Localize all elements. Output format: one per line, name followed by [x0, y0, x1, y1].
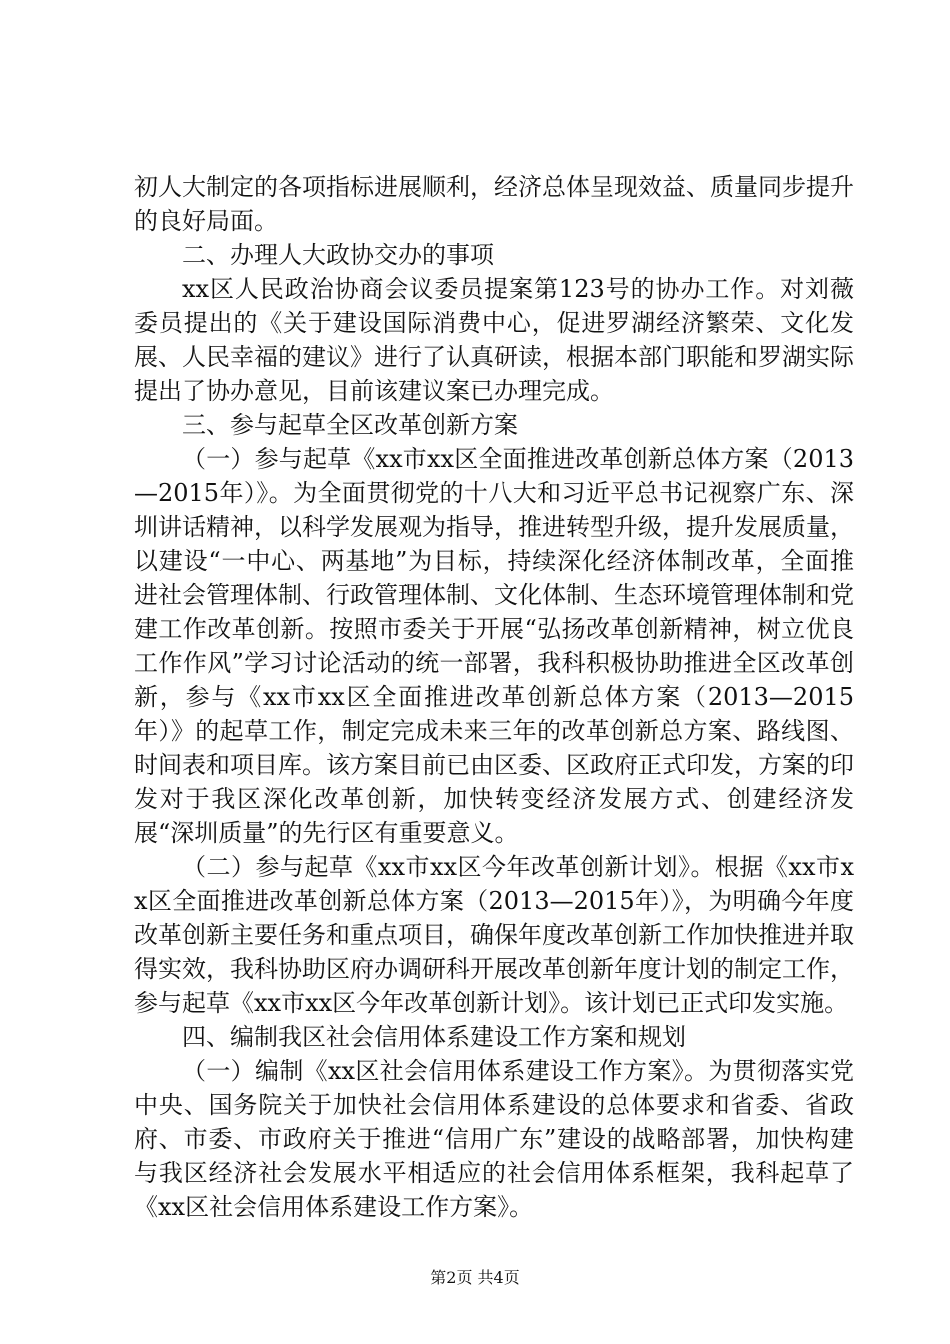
paragraph-proposal: xx区人民政治协商会议委员提案第123号的协办工作。对刘薇委员提出的《关于建设国际消费中心，促进罗湖经济繁荣、文化发展、人民幸福的建议》进行了认真研读，根据本部门职能和罗湖实际提出了协办意见，目前该建议案已办理完成。: [134, 275, 854, 405]
paragraph-reform-plan: （一）参与起草《xx市xx区全面推进改革创新总体方案（2013—2015年）》。为全面贯彻党的十八大和习近平总书记视察广东、深圳讲话精神，以科学发展观为指导，推进转型升级，提升发展质量，以建设“一中心、两基地”为目标，持续深化经济体制改革，全面推进社会管理体制、行政管理体制、文化体制、生态环境管理体制和党建工作改革创新。按照市委关于开展“弘扬改革创新精神，树立优良工作作风”学习讨论活动的统一部署，我科积极协助推进全区改革创新，参与《xx市xx区全面推进改革创新总体方案（2013—2015年）》的起草工作，制定完成未来三年的改革创新总方案、路线图、时间表和项目库。该方案目前已由区委、区政府正式印发，方案的印发对于我区深化改革创新，加快转变经济发展方式、创建经济发展“深圳质量”的先行区有重要意义。: [134, 445, 854, 847]
section-heading-2: 二、办理人大政协交办的事项: [182, 241, 494, 269]
paragraph-annual-plan: （二）参与起草《xx市xx区今年改革创新计划》。根据《xx市xx区全面推进改革创新总体方案（2013—2015年）》，为明确今年度改革创新主要任务和重点项目，确保年度改革创新工作加快推进并取得实效，我科协助区府办调研科开展改革创新年度计划的制定工作，参与起草《xx市xx区今年改革创新计划》。该计划已正式印发实施。: [134, 853, 854, 1017]
paragraph-credit-system: （一）编制《xx区社会信用体系建设工作方案》。为贯彻落实党中央、国务院关于加快社会信用体系建设的总体要求和省委、省政府、市委、市政府关于推进“信用广东”建设的战略部署，加快构建与我区经济社会发展水平相适应的社会信用体系框架，我科起草了《xx区社会信用体系建设工作方案》。: [134, 1057, 854, 1221]
section-heading-4: 四、编制我区社会信用体系建设工作方案和规划: [182, 1023, 686, 1051]
document-body: [134, 170, 854, 1224]
page-number-footer: 第2页 共4页: [430, 1268, 520, 1287]
paragraph-continuation: 初人大制定的各项指标进展顺利，经济总体呈现效益、质量同步提升的良好局面。: [134, 173, 854, 235]
section-heading-3: 三、参与起草全区改革创新方案: [182, 411, 518, 439]
